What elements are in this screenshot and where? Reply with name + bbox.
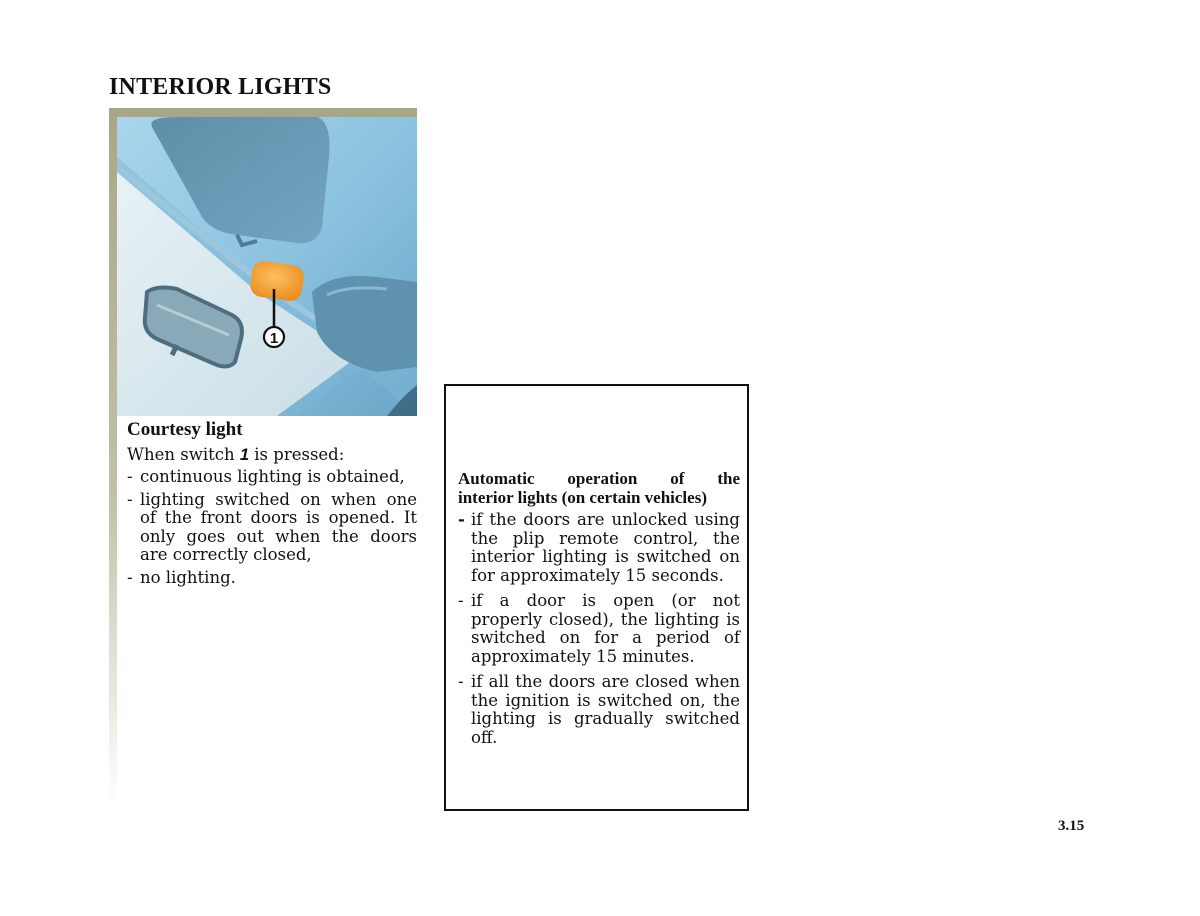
automatic-operation-heading	[458, 470, 740, 507]
courtesy-intro	[127, 446, 417, 465]
page-title: INTERIOR LIGHTS	[109, 74, 332, 100]
list-item-text: no lighting.	[140, 567, 236, 587]
page-number: 3.15	[1058, 818, 1085, 834]
intro-text-before: When switch	[127, 444, 240, 464]
courtesy-light-section	[127, 421, 417, 591]
list-item-text: lighting switched on when one of the front doors is opened. It only goes out when the doors are correctly closed,	[140, 489, 417, 564]
list-item: - continuous lighting is obtained,	[127, 467, 405, 486]
decorative-top-bar	[109, 108, 417, 117]
heading-line-2: interior lights (on certain vehicles)	[458, 487, 707, 507]
interior-light-illustration	[117, 117, 417, 416]
list-item: - no lighting.	[127, 567, 236, 587]
list-item: - if all the doors are closed when the ignition is switched on, the lighting is gradually switched off.	[458, 672, 740, 747]
decorative-side-bar	[109, 108, 117, 808]
callout-label: 1	[269, 330, 279, 347]
list-item: - lighting switched on when one of the front doors is opened. It only goes out when the doors are correctly closed,	[127, 489, 417, 564]
list-item-text: continuous lighting is obtained,	[140, 467, 405, 486]
list-item-text: if all the doors are closed when the ignition is switched on, the lighting is gradually switched off.	[471, 672, 740, 747]
list-item: - if the doors are unlocked using the plip remote control, the interior lighting is switched on for approximately 15 seconds.	[458, 510, 740, 585]
switch-reference: 1	[239, 445, 250, 464]
interior-light-photo	[117, 117, 417, 416]
list-item-text: if the doors are unlocked using the plip remote control, the interior lighting is switched on for approximately 15 seconds.	[471, 510, 740, 585]
courtesy-light-heading: Courtesy light	[127, 419, 243, 440]
intro-text-after: is pressed:	[249, 444, 345, 464]
list-item-text: if a door is open (or not properly closed), the lighting is switched on for a period of approximately 15 minutes.	[471, 591, 740, 666]
automatic-operation-box	[444, 384, 749, 811]
heading-line-1: Automatic operation of the	[458, 469, 740, 488]
list-item: - if a door is open (or not properly closed), the lighting is switched on for a period of approximately 15 minutes.	[458, 591, 740, 666]
